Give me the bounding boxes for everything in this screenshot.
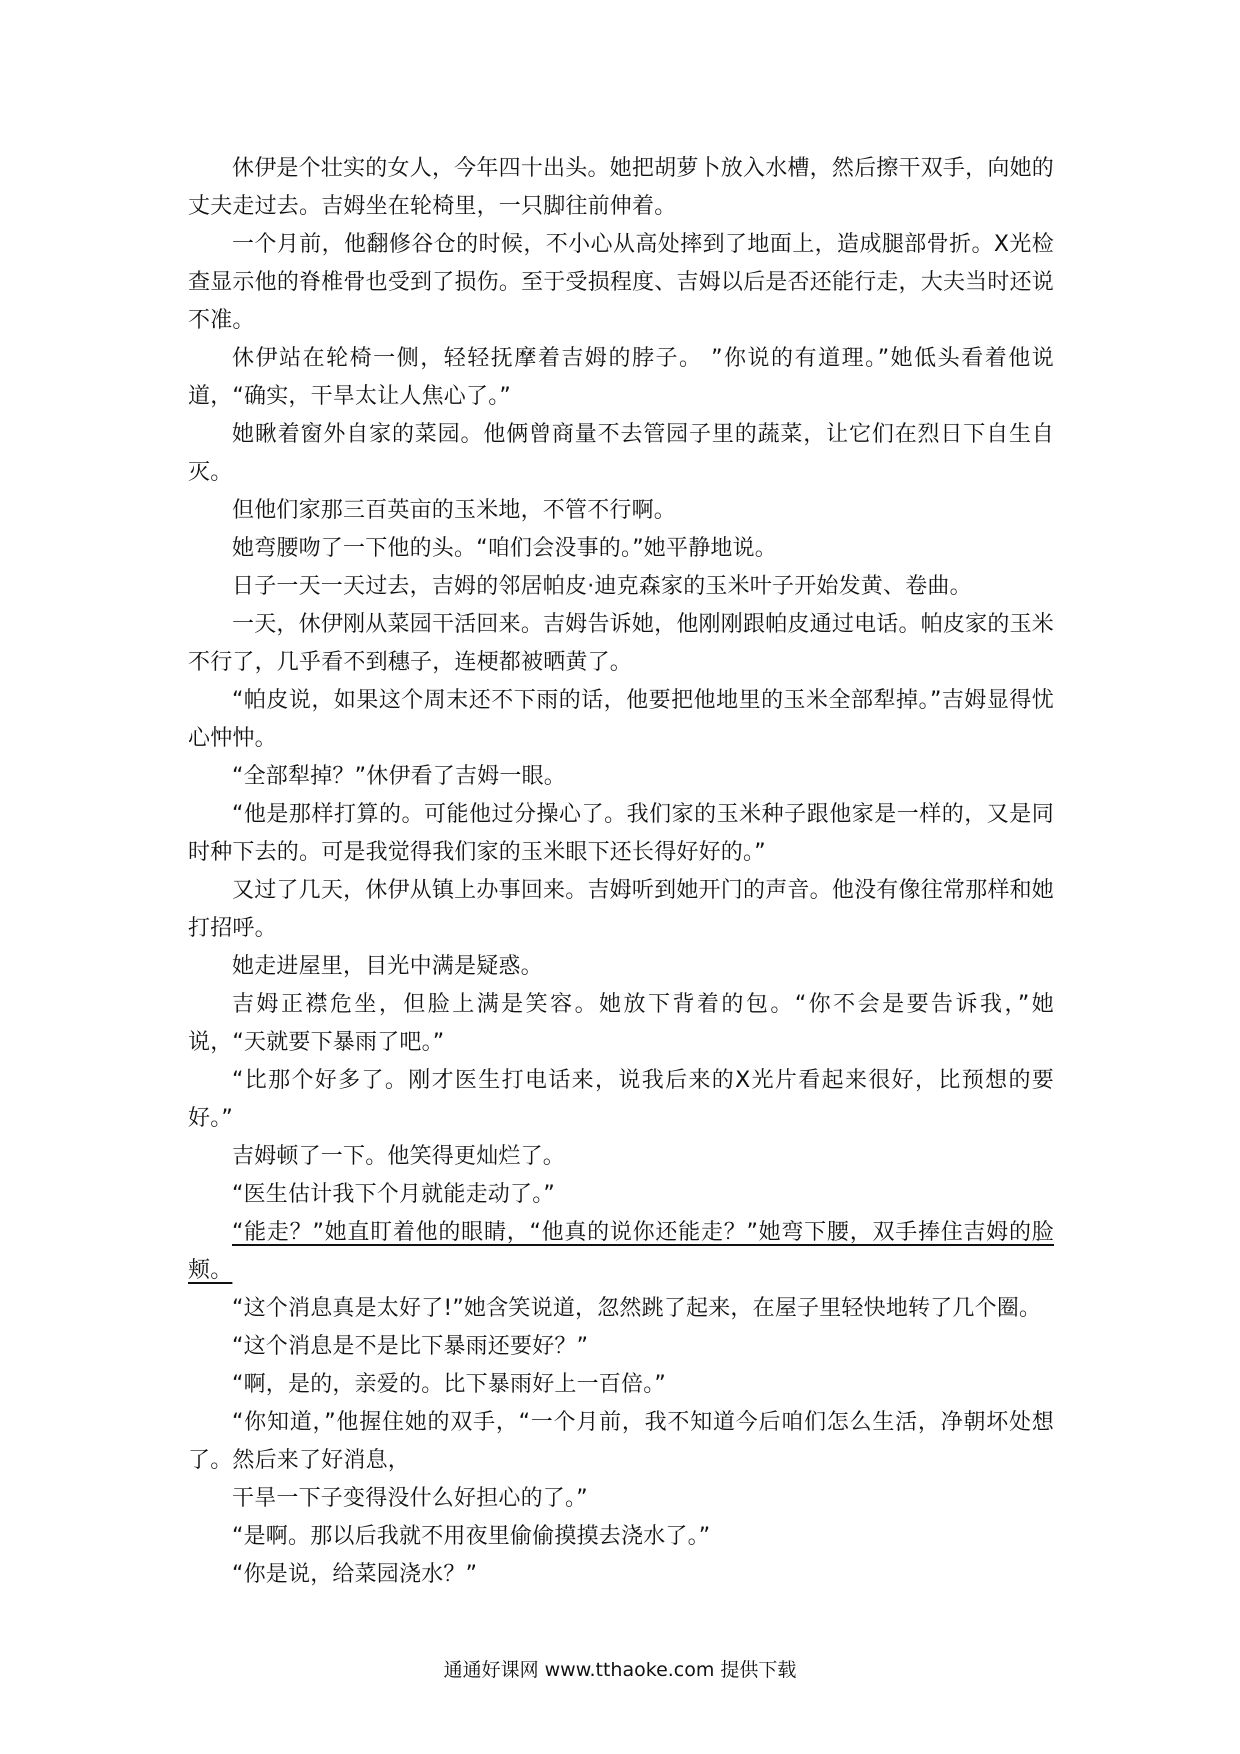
paragraph: 日子一天一天过去，吉姆的邻居帕皮·迪克森家的玉米叶子开始发黄、卷曲。 bbox=[232, 574, 972, 599]
paragraph: “医生估计我下个月就能走动了。” bbox=[232, 1182, 555, 1207]
paragraph: “他是那样打算的。可能他过分操心了。我们家的玉米种子跟他家是一样的，又是同时种下去的。可是我觉得我们家的玉米眼下还长得好好的。” bbox=[188, 802, 1054, 865]
paragraph: “比那个好多了。刚才医生打电话来，说我后来的X光片看起来很好，比预想的要好。” bbox=[188, 1068, 1054, 1131]
paragraph: “啊，是的，亲爱的。比下暴雨好上一百倍。” bbox=[232, 1372, 666, 1397]
paragraph: 吉姆顿了一下。他笑得更灿烂了。 bbox=[232, 1144, 566, 1169]
paragraph: “全部犁掉？”休伊看了吉姆一眼。 bbox=[232, 764, 566, 789]
paragraph: “这个消息真是太好了!”她含笑说道，忽然跳了起来，在屋子里轻快地转了几个圈。 bbox=[232, 1296, 1042, 1321]
paragraph: 吉姆正襟危坐，但脸上满是笑容。她放下背着的包。“你不会是要告诉我，”她说，“天就要下暴雨了吧。” bbox=[188, 992, 1054, 1055]
paragraph: 一个月前，他翻修谷仓的时候，不小心从高处摔到了地面上，造成腿部骨折。X光检查显示他的脊椎骨也受到了损伤。至于受损程度、吉姆以后是否还能行走，大夫当时还说不准。 bbox=[188, 232, 1054, 333]
paragraph: 休伊是个壮实的女人，今年四十出头。她把胡萝卜放入水槽，然后擦干双手，向她的丈夫走过去。吉姆坐在轮椅里，一只脚往前伸着。 bbox=[188, 156, 1054, 219]
paragraph: 她弯腰吻了一下他的头。“咱们会没事的。”她平静地说。 bbox=[232, 536, 777, 561]
paragraph: 又过了几天，休伊从镇上办事回来。吉姆听到她开门的声音。他没有像往常那样和她打招呼。 bbox=[188, 878, 1054, 941]
paragraph: “这个消息是不是比下暴雨还要好？” bbox=[232, 1334, 589, 1359]
paragraph: 她瞅着窗外自家的菜园。他俩曾商量不去管园子里的蔬菜，让它们在烈日下自生自灭。 bbox=[188, 422, 1054, 485]
paragraph: 休伊站在轮椅一侧，轻轻抚摩着吉姆的脖子。 ”你说的有道理。”她低头看着他说道，“确实，干旱太让人焦心了。” bbox=[188, 346, 1054, 409]
paragraph: “是啊。那以后我就不用夜里偷偷摸摸去浇水了。” bbox=[232, 1524, 711, 1549]
paragraph: “你是说，给菜园浇水？” bbox=[232, 1562, 478, 1587]
paragraph: 一天，休伊刚从菜园干活回来。吉姆告诉她，他刚刚跟帕皮通过电话。帕皮家的玉米不行了，几乎看不到穗子，连梗都被晒黄了。 bbox=[188, 612, 1054, 675]
underlined-paragraph: “能走？”她直盯着他的眼睛，“他真的说你还能走？”她弯下腰，双手捧住吉姆的脸颊。 bbox=[188, 1220, 1054, 1283]
page-footer: 通通好课网 www.tthaoke.com 提供下载 bbox=[443, 1659, 797, 1681]
paragraph: 干旱一下子变得没什么好担心的了。” bbox=[232, 1486, 588, 1511]
paragraph: “你知道，”他握住她的双手，“一个月前，我不知道今后咱们怎么生活，净朝坏处想了。然后来了好消息， bbox=[188, 1410, 1054, 1473]
story-text bbox=[188, 150, 1054, 1594]
paragraph: 但他们家那三百英亩的玉米地，不管不行啊。 bbox=[232, 498, 677, 523]
paragraph: “帕皮说，如果这个周末还不下雨的话，他要把他地里的玉米全部犁掉。”吉姆显得忧心忡忡。 bbox=[188, 688, 1054, 751]
paragraph: 她走进屋里，目光中满是疑惑。 bbox=[232, 954, 543, 979]
